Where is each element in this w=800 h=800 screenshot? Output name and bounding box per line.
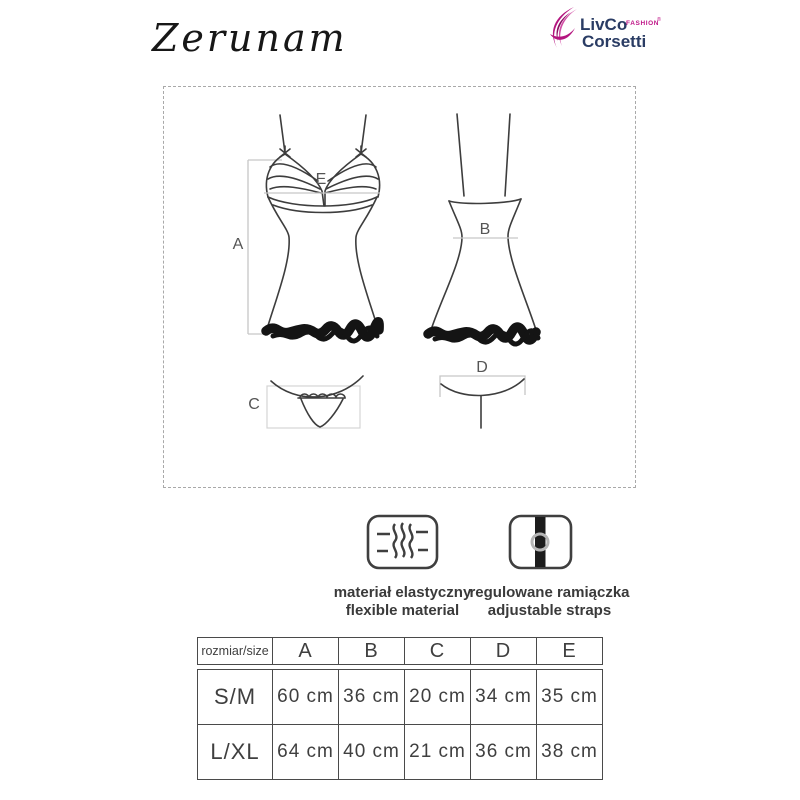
caption-line-pl: regulowane ramiączka	[469, 584, 630, 601]
panty-front-drawing	[248, 376, 363, 428]
caption-line-pl: materiał elastyczny	[333, 584, 472, 601]
dimension-label-e: E	[315, 171, 327, 188]
brand-name-bottom: Corsetti	[582, 32, 647, 51]
adjustable-straps-caption	[462, 584, 637, 620]
header-e: E	[536, 638, 602, 664]
livco-corsetti-logo	[544, 6, 669, 52]
adjustable-straps-icon	[508, 514, 573, 575]
elastic-material-icon	[366, 514, 439, 575]
technical-diagram	[163, 86, 636, 488]
size-value: 20 cm	[404, 670, 470, 724]
brand-swoosh-icon	[550, 7, 577, 48]
front-view-drawing	[233, 115, 380, 341]
dimension-label-a: A	[232, 236, 244, 253]
elastic-material-caption	[325, 584, 480, 620]
registered-mark: ®	[657, 17, 662, 23]
size-value: 40 cm	[338, 724, 404, 779]
dimension-label-d: D	[476, 359, 488, 376]
brand-logo	[544, 6, 669, 52]
size-value: 36 cm	[470, 724, 536, 779]
size-table-header	[197, 637, 603, 665]
caption-line-en: flexible material	[345, 602, 460, 619]
dimension-label-b: B	[479, 221, 491, 238]
dimension-a-bracket	[248, 160, 282, 334]
header-a: A	[272, 638, 338, 664]
size-value: 21 cm	[404, 724, 470, 779]
back-hem-ruffle	[428, 327, 538, 344]
header-rozmiar-size: rozmiar/size	[201, 644, 269, 658]
size-table-body	[197, 669, 603, 780]
product-name: Zerunam	[152, 16, 348, 60]
size-value: 60 cm	[272, 670, 338, 724]
brand-fashion-label: FASHION	[626, 20, 660, 27]
garment-sketch	[164, 87, 635, 487]
dimension-label-c: C	[248, 396, 260, 413]
front-hem-ruffle	[266, 322, 379, 341]
header-d: D	[470, 638, 536, 664]
size-value: 38 cm	[536, 724, 602, 779]
size-row-label: L/XL	[198, 724, 272, 779]
size-table	[197, 637, 603, 780]
size-row-label: S/M	[213, 684, 257, 709]
header-b: B	[338, 638, 404, 664]
size-value: 64 cm	[272, 724, 338, 779]
size-value: 34 cm	[470, 670, 536, 724]
size-value: 35 cm	[536, 670, 602, 724]
caption-line-en: adjustable straps	[487, 602, 612, 619]
back-view-drawing	[428, 114, 538, 344]
thong-back-drawing	[440, 359, 525, 428]
header-c: C	[404, 638, 470, 664]
brand-name-top: LivCo	[580, 15, 628, 34]
dimension-d-bracket	[440, 376, 525, 397]
size-value: 36 cm	[338, 670, 404, 724]
